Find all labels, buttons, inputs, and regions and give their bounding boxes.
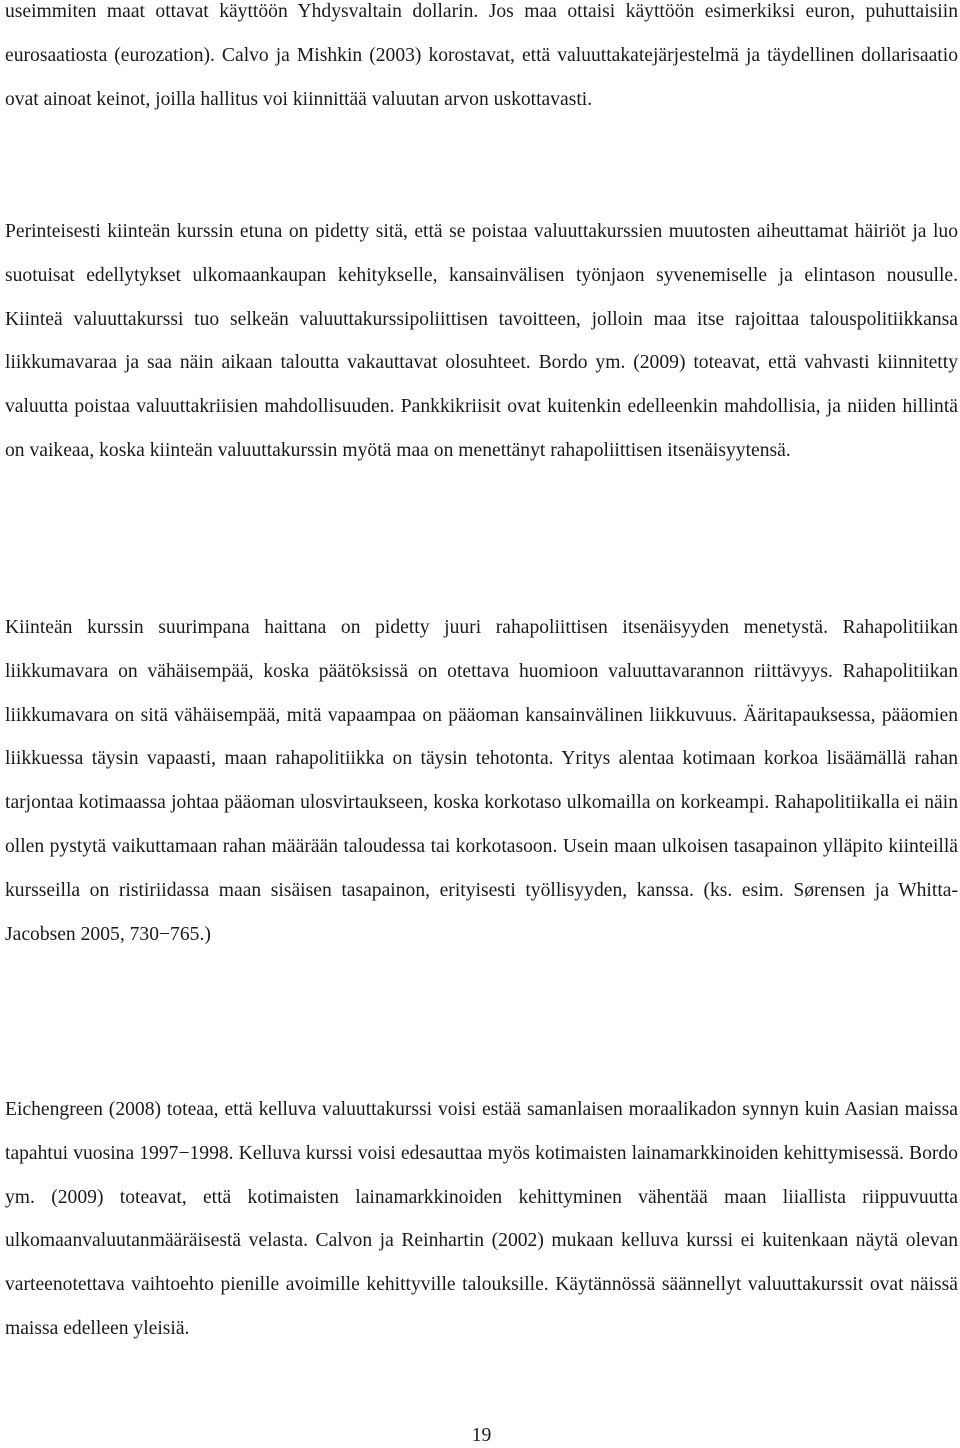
document-page [5,0,958,1448]
page-number: 19 [471,1425,492,1446]
paragraph-1: useimmiten maat ottavat käyttöön Yhdysvaltain dollarin. Jos maa ottaisi käyttöön esimerkiksi euron, puhuttaisiin eurosaatiosta (eurozation). Calvo ja Mishkin (2003) korostavat, että valuuttakatejärjestelmä ja täydellinen dollarisaatio ovat ainoat keinot, joilla hallitus voi kiinnittää valuutan arvon uskottavasti. [5,1,958,110]
paragraph-2: Perinteisesti kiinteän kurssin etuna on pidetty sitä, että se poistaa valuuttakurssien muutosten aiheuttamat häiriöt ja luo suotuisat edellytykset ulkomaankaupan kehitykselle, kansainvälisen työnjaon syvenemiselle ja elintason nousulle. Kiinteä valuuttakurssi tuo selkeän valuuttakurssipoliittisen tavoitteen, jolloin maa itse rajoittaa talouspolitiikkansa liikkumavaraa ja saa näin aikaan taloutta vakauttavat olosuhteet. Bordo ym. (2009) toteavat, että vahvasti kiinnitetty valuutta poistaa valuuttakriisien mahdollisuuden. Pankkikriisit ovat kuitenkin edelleenkin mahdollisia, ja niiden hillintä on vaikeaa, koska kiinteän valuuttakurssin myötä maa on menettänyt rahapoliittisen itsenäisyytensä. [5,221,958,461]
paragraph-4: Eichengreen (2008) toteaa, että kelluva valuuttakurssi voisi estää samanlaisen moraalikadon synnyn kuin Aasian maissa tapahtui vuosina 1997−1998. Kelluva kurssi voisi edesauttaa myös kotimaisten lainamarkkinoiden kehittymisessä. Bordo ym. (2009) toteavat, että kotimaisten lainamarkkinoiden kehittyminen vähentää maan liiallista riippuvuutta ulkomaanvaluutanmääräisestä velasta. Calvon ja Reinhartin (2002) mukaan kelluva kurssi ei kuitenkaan näytä olevan varteenotettava vaihtoehto pienille avoimille kehittyville talouksille. Käytännössä säännellyt valuuttakurssit ovat näissä maissa edelleen yleisiä. [5,1099,958,1339]
paragraph-3: Kiinteän kurssin suurimpana haittana on pidetty juuri rahapoliittisen itsenäisyyden menetystä. Rahapolitiikan liikkumavara on vähäisempää, koska päätöksissä on otettava huomioon valuuttavarannon riittävyys. Rahapolitiikan liikkumavara on sitä vähäisempää, mitä vapaampaa on pääoman kansainvälinen liikkuvuus. Ääritapauksessa, pääomien liikkuessa täysin vapaasti, maan rahapolitiikka on täysin tehotonta. Yritys alentaa kotimaan korkoa lisäämällä rahan tarjontaa kotimaassa johtaa pääoman ulosvirtaukseen, koska korkotaso ulkomailla on korkeampi. Rahapolitiikalla ei näin ollen pystytä vaikuttamaan rahan määrään taloudessa tai korkotasoon. Usein maan ulkoisen tasapainon ylläpito kiinteillä kursseilla on ristiriidassa maan sisäisen tasapainon, erityisesti työllisyyden, kanssa. (ks. esim. Sørensen ja Whitta-Jacobsen 2005, 730−765.) [5,617,958,945]
